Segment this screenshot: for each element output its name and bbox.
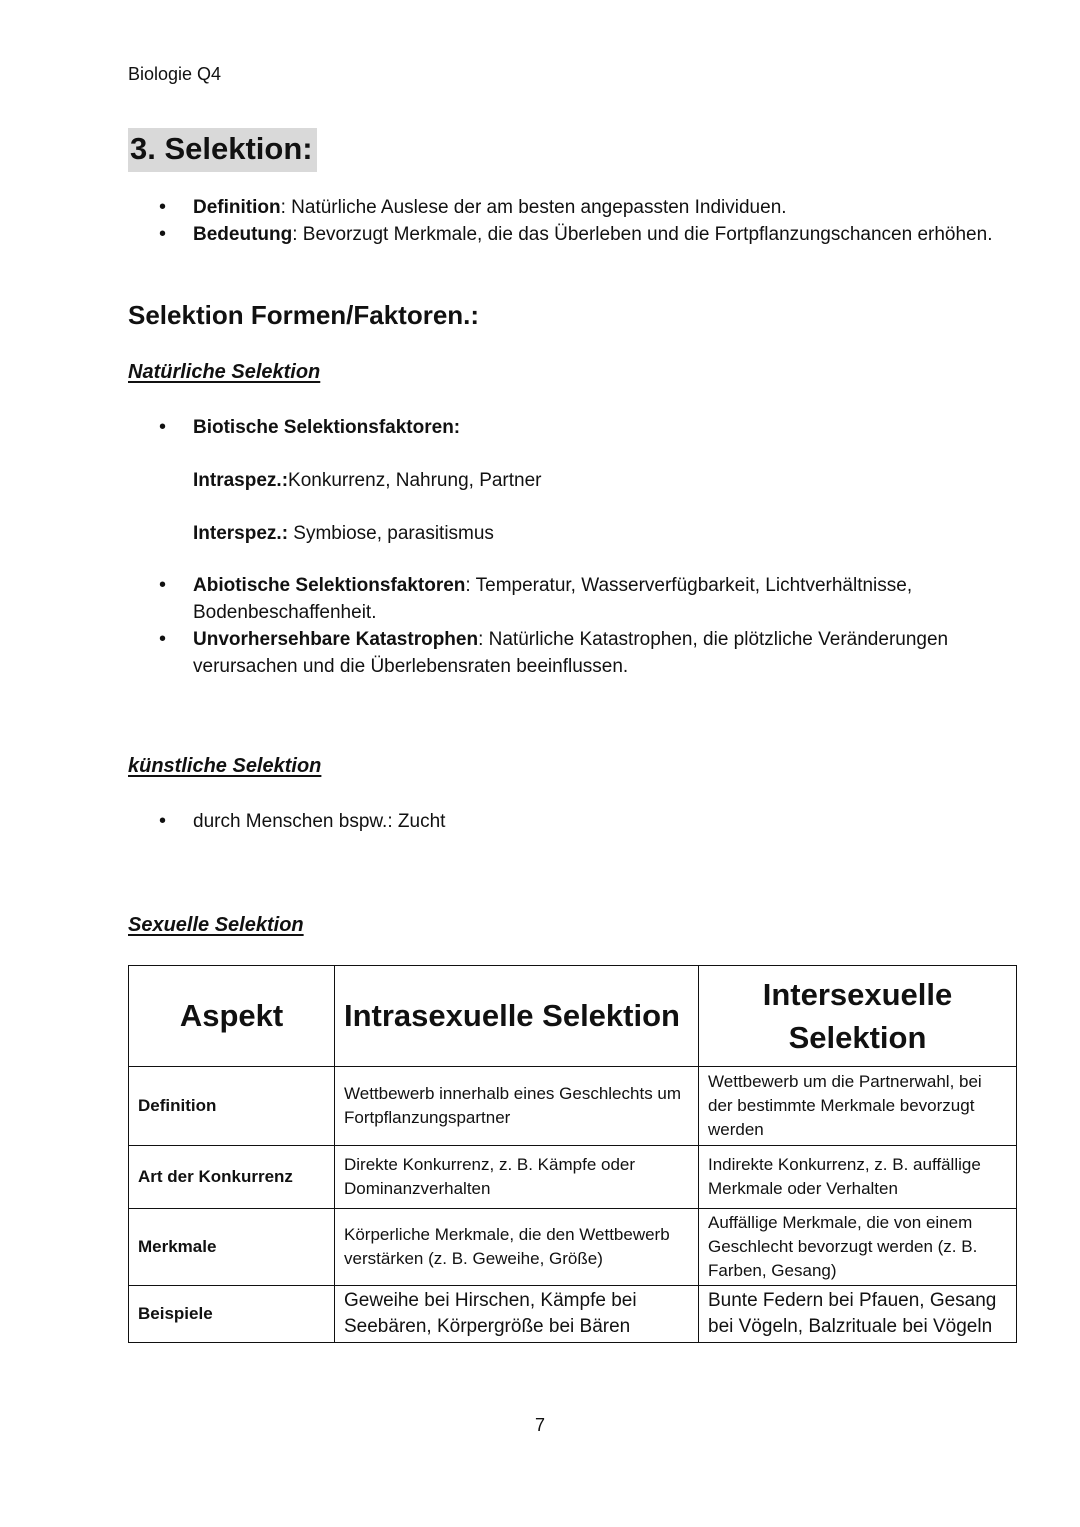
row-label: Merkmale: [129, 1209, 335, 1286]
artificial-selection-heading: künstliche Selektion: [128, 755, 322, 777]
table-row: [129, 1067, 1017, 1146]
sexual-selection-table: [128, 965, 1017, 1343]
row-label: Art der Konkurrenz: [129, 1146, 335, 1209]
cell-intrasexual: Körperliche Merkmale, die den Wettbewerb verstärken (z. B. Geweihe, Größe): [335, 1209, 699, 1286]
header-intersexual: Intersexuelle Selektion: [699, 966, 1017, 1067]
bullet-term: Definition: [193, 197, 281, 218]
bullet-text: : Bevorzugt Merkmale, die das Überleben und die Fortpflanzungschancen erhöhen.: [292, 224, 993, 245]
bullet-text: : Natürliche Auslese der am besten angepassten Individuen.: [280, 197, 787, 218]
catastrophe-term: Unvorhersehbare Katastrophen: [193, 629, 479, 650]
bullet-bedeutung: [128, 221, 1008, 248]
intra-term: Intraspez.:: [193, 470, 289, 491]
artificial-selection-list: [128, 808, 1008, 835]
header-aspekt: Aspekt: [129, 966, 335, 1067]
sexual-selection-heading: Sexuelle Selektion: [128, 914, 304, 936]
section-title: 3. Selektion:: [128, 128, 317, 172]
row-label: Beispiele: [129, 1286, 335, 1343]
bullet-biotic: [128, 414, 1008, 441]
row-label: Definition: [129, 1067, 335, 1146]
header-intrasexual: Intrasexuelle Selektion: [335, 966, 699, 1067]
inter-text: Symbiose, parasitismus: [288, 523, 494, 544]
page-number: 7: [534, 1415, 545, 1435]
running-header: Biologie Q4: [128, 64, 222, 84]
table-row: [129, 1209, 1017, 1286]
natural-selection-heading: Natürliche Selektion: [128, 361, 321, 383]
inter-term: Interspez.:: [193, 523, 289, 544]
table-row: [129, 1146, 1017, 1209]
table-row: [129, 1286, 1017, 1343]
natural-selection-list: [128, 414, 1008, 680]
abiotic-text: : Temperatur, Wasserverfügbarkeit, Lichtverhältnisse, Bodenbeschaffenheit.: [193, 575, 913, 623]
cell-intrasexual: Geweihe bei Hirschen, Kämpfe bei Seebären, Körpergröße bei Bären: [335, 1286, 699, 1343]
cell-intersexual: Auffällige Merkmale, die von einem Geschlecht bevorzugt werden (z. B. Farben, Gesang): [699, 1209, 1017, 1286]
biotic-term: Biotische Selektionsfaktoren:: [193, 417, 461, 438]
forms-heading: Selektion Formen/Faktoren.:: [128, 300, 480, 330]
table-header-row: [129, 966, 1017, 1067]
cell-intersexual: Indirekte Konkurrenz, z. B. auffällige Merkmale oder Verhalten: [699, 1146, 1017, 1209]
cell-intrasexual: Direkte Konkurrenz, z. B. Kämpfe oder Dominanzverhalten: [335, 1146, 699, 1209]
bullet-definition: [128, 194, 1008, 221]
cell-intrasexual: Wettbewerb innerhalb eines Geschlechts um Fortpflanzungspartner: [335, 1067, 699, 1146]
catastrophe-text: : Natürliche Katastrophen, die plötzliche Veränderungen verursachen und die Überlebensraten beeinflussen.: [193, 629, 949, 677]
cell-intersexual: Wettbewerb um die Partnerwahl, bei der bestimmte Merkmale bevorzugt werden: [699, 1067, 1017, 1146]
bullet-term: Bedeutung: [193, 224, 293, 245]
intra-text: Konkurrenz, Nahrung, Partner: [288, 470, 542, 491]
interspecific-line: [128, 520, 1008, 547]
abiotic-term: Abiotische Selektionsfaktoren: [193, 575, 466, 596]
bullet-breeding: • durch Menschen bspw.: Zucht: [128, 808, 1008, 835]
cell-intersexual: Bunte Federn bei Pfauen, Gesang bei Vögeln, Balzrituale bei Vögeln: [699, 1286, 1017, 1343]
bullet-abiotic: [128, 572, 1008, 626]
bullet-catastrophe: [128, 626, 1008, 680]
section-bullet-list: [128, 194, 1008, 248]
intraspecific-line: [128, 467, 1008, 494]
